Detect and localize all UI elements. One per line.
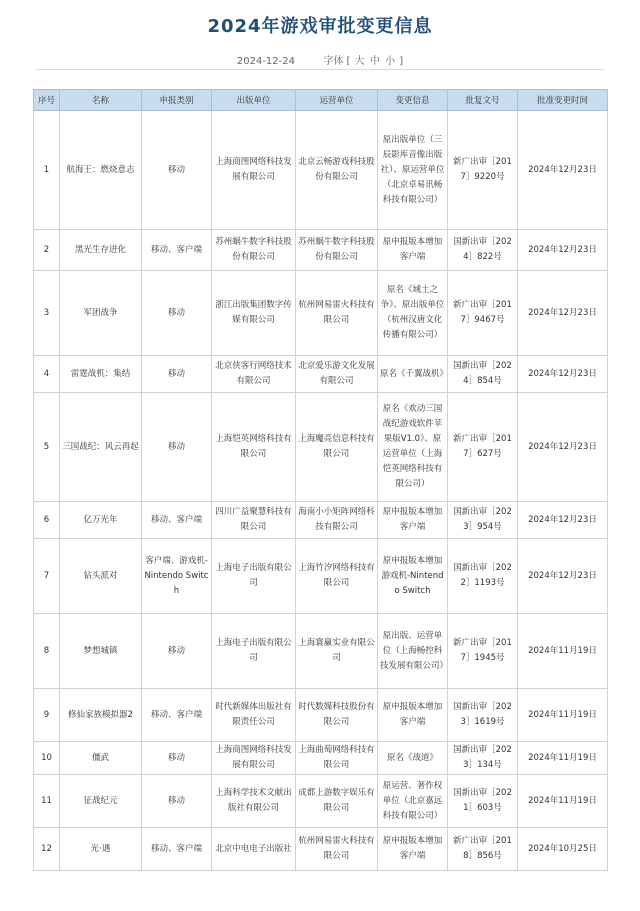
page-title: 2024年游戏审批变更信息 [207, 16, 433, 37]
cell-approval-number: 国新出审［2024］822号 [448, 230, 518, 271]
cell-publisher: 上海科学技术文献出版社有限公司 [212, 775, 296, 828]
cell-category: 客户端、游戏机-Nintendo Switch [142, 539, 212, 614]
cell-category: 移动、客户端 [142, 689, 212, 742]
cell-change: 原申报版本增加客户端 [378, 828, 448, 871]
cell-name: 征战纪元 [60, 775, 142, 828]
cell-publisher: 北京侠客行网络技术有限公司 [212, 356, 296, 393]
cell-name: 修仙家族模拟器2 [60, 689, 142, 742]
header-approval-date: 批准变更时间 [518, 90, 608, 111]
cell-no: 3 [34, 271, 60, 356]
cell-approval-date: 2024年12月23日 [518, 393, 608, 502]
cell-approval-date: 2024年10月25日 [518, 828, 608, 871]
cell-approval-date: 2024年12月23日 [518, 271, 608, 356]
cell-no: 4 [34, 356, 60, 393]
table-row [34, 539, 608, 614]
cell-name: 航海王：燃烧意志 [60, 111, 142, 230]
cell-name: 军团战争 [60, 271, 142, 356]
cell-publisher: 北京中电电子出版社 [212, 828, 296, 871]
cell-approval-number: 新广出审［2017］9220号 [448, 111, 518, 230]
cell-operator: 时代数媒科技股份有限公司 [296, 689, 378, 742]
cell-publisher: 上海商图网络科技发展有限公司 [212, 111, 296, 230]
cell-approval-number: 国新出审［2023］134号 [448, 742, 518, 775]
cell-approval-date: 2024年12月23日 [518, 356, 608, 393]
table-row [34, 742, 608, 775]
cell-no: 2 [34, 230, 60, 271]
header-change: 变更信息 [378, 90, 448, 111]
cell-name: 僵武 [60, 742, 142, 775]
cell-change: 原申报版本增加客户端 [378, 502, 448, 539]
cell-approval-number: 国新出审［2023］954号 [448, 502, 518, 539]
approval-change-table [33, 89, 608, 871]
cell-publisher: 浙江出版集团数字传媒有限公司 [212, 271, 296, 356]
cell-category: 移动 [142, 111, 212, 230]
article-meta [0, 52, 640, 66]
cell-no: 1 [34, 111, 60, 230]
cell-operator: 上海寰赢实业有限公司 [296, 614, 378, 689]
cell-category: 移动、客户端 [142, 828, 212, 871]
cell-change: 原出版单位（三辰影库音像出版社）、原运营单位（北京卓易讯畅科技有限公司） [378, 111, 448, 230]
header-publisher: 出版单位 [212, 90, 296, 111]
cell-operator: 上海竹汐网络科技有限公司 [296, 539, 378, 614]
cell-change: 原出版、运营单位（上海畅控科技发展有限公司） [378, 614, 448, 689]
header-name: 名称 [60, 90, 142, 111]
header-approval-number: 批复文号 [448, 90, 518, 111]
cell-operator: 上海曲萄网络科技有限公司 [296, 742, 378, 775]
cell-approval-date: 2024年11月19日 [518, 689, 608, 742]
cell-no: 8 [34, 614, 60, 689]
font-size-large-link[interactable]: 大 [354, 56, 365, 67]
cell-name: 光·遇 [60, 828, 142, 871]
cell-approval-number: 国新出审［2022］1193号 [448, 539, 518, 614]
cell-change: 原名《战道》 [378, 742, 448, 775]
cell-approval-number: 国新出审［2023］1619号 [448, 689, 518, 742]
cell-operator: 苏州蜗牛数字科技股份有限公司 [296, 230, 378, 271]
cell-name: 雷霆战机：集结 [60, 356, 142, 393]
cell-publisher: 上海电子出版有限公司 [212, 614, 296, 689]
header-no: 序号 [34, 90, 60, 111]
table-row [34, 356, 608, 393]
cell-no: 7 [34, 539, 60, 614]
cell-change: 原运营、著作权单位（北京嘉远科技有限公司） [378, 775, 448, 828]
table-row [34, 614, 608, 689]
cell-no: 5 [34, 393, 60, 502]
cell-approval-number: 新广出审［2017］627号 [448, 393, 518, 502]
font-size-medium-link[interactable]: 中 [369, 56, 380, 67]
font-size-bracket: ] [399, 56, 404, 67]
cell-category: 移动、客户端 [142, 230, 212, 271]
cell-no: 9 [34, 689, 60, 742]
cell-change: 原申报版本增加客户端 [378, 689, 448, 742]
cell-category: 移动 [142, 614, 212, 689]
header-operator: 运营单位 [296, 90, 378, 111]
cell-name: 黑光生存进化 [60, 230, 142, 271]
table-row [34, 775, 608, 828]
cell-operator: 海南小小矩阵网络科技有限公司 [296, 502, 378, 539]
cell-category: 移动、客户端 [142, 502, 212, 539]
cell-approval-number: 新广出审［2017］9467号 [448, 271, 518, 356]
table-header-row [34, 90, 608, 111]
cell-publisher: 上海商图网络科技发展有限公司 [212, 742, 296, 775]
cell-publisher: 上海电子出版有限公司 [212, 539, 296, 614]
cell-name: 梦想城镇 [60, 614, 142, 689]
cell-operator: 成都上游数字娱乐有限公司 [296, 775, 378, 828]
cell-approval-date: 2024年12月23日 [518, 111, 608, 230]
cell-approval-number: 国新出审［2024］854号 [448, 356, 518, 393]
cell-change: 原名《域土之争》、原出版单位（杭州汉唐文化传播有限公司） [378, 271, 448, 356]
cell-change: 原申报版本增加客户端 [378, 230, 448, 271]
table-row [34, 828, 608, 871]
font-size-small-link[interactable]: 小 [385, 56, 396, 67]
title-divider [36, 69, 604, 70]
table-row [34, 689, 608, 742]
cell-approval-date: 2024年11月19日 [518, 742, 608, 775]
cell-name: 三国战纪：风云再起 [60, 393, 142, 502]
cell-approval-date: 2024年11月19日 [518, 614, 608, 689]
publish-date: 2024-12-24 [236, 56, 295, 67]
cell-change: 原名《千翼战机》 [378, 356, 448, 393]
cell-approval-number: 国新出审［2021］603号 [448, 775, 518, 828]
cell-publisher: 四川广益聚慧科技有限公司 [212, 502, 296, 539]
font-size-label: 字体 [ [323, 56, 351, 67]
cell-category: 移动 [142, 393, 212, 502]
cell-change: 原名《欢动三国战纪游戏软件苹果版V1.0》、原运营单位（上海恺英网络科技有限公司） [378, 393, 448, 502]
cell-operator: 杭州网易雷火科技有限公司 [296, 828, 378, 871]
header-category: 申报类别 [142, 90, 212, 111]
cell-operator: 北京云畅游戏科技股份有限公司 [296, 111, 378, 230]
cell-operator: 上海魔亮信息科技有限公司 [296, 393, 378, 502]
cell-category: 移动 [142, 775, 212, 828]
cell-name: 钻头派对 [60, 539, 142, 614]
cell-approval-number: 新广出审［2017］1945号 [448, 614, 518, 689]
cell-approval-number: 新广出审［2018］856号 [448, 828, 518, 871]
table-row [34, 393, 608, 502]
cell-publisher: 上海恺英网络科技有限公司 [212, 393, 296, 502]
cell-approval-date: 2024年12月23日 [518, 539, 608, 614]
cell-no: 10 [34, 742, 60, 775]
table-row [34, 230, 608, 271]
cell-operator: 杭州网易雷火科技有限公司 [296, 271, 378, 356]
cell-no: 6 [34, 502, 60, 539]
cell-approval-date: 2024年12月23日 [518, 502, 608, 539]
table-row [34, 111, 608, 230]
cell-no: 11 [34, 775, 60, 828]
cell-operator: 北京爱乐游文化发展有限公司 [296, 356, 378, 393]
cell-publisher: 苏州蜗牛数字科技股份有限公司 [212, 230, 296, 271]
cell-name: 亿万光年 [60, 502, 142, 539]
table-row [34, 271, 608, 356]
table-row [34, 502, 608, 539]
cell-approval-date: 2024年11月19日 [518, 775, 608, 828]
cell-category: 移动 [142, 271, 212, 356]
cell-publisher: 时代新媒体出版社有限责任公司 [212, 689, 296, 742]
cell-category: 移动 [142, 356, 212, 393]
cell-approval-date: 2024年12月23日 [518, 230, 608, 271]
cell-category: 移动 [142, 742, 212, 775]
cell-no: 12 [34, 828, 60, 871]
cell-change: 原申报版本增加游戏机-Nintendo Switch [378, 539, 448, 614]
